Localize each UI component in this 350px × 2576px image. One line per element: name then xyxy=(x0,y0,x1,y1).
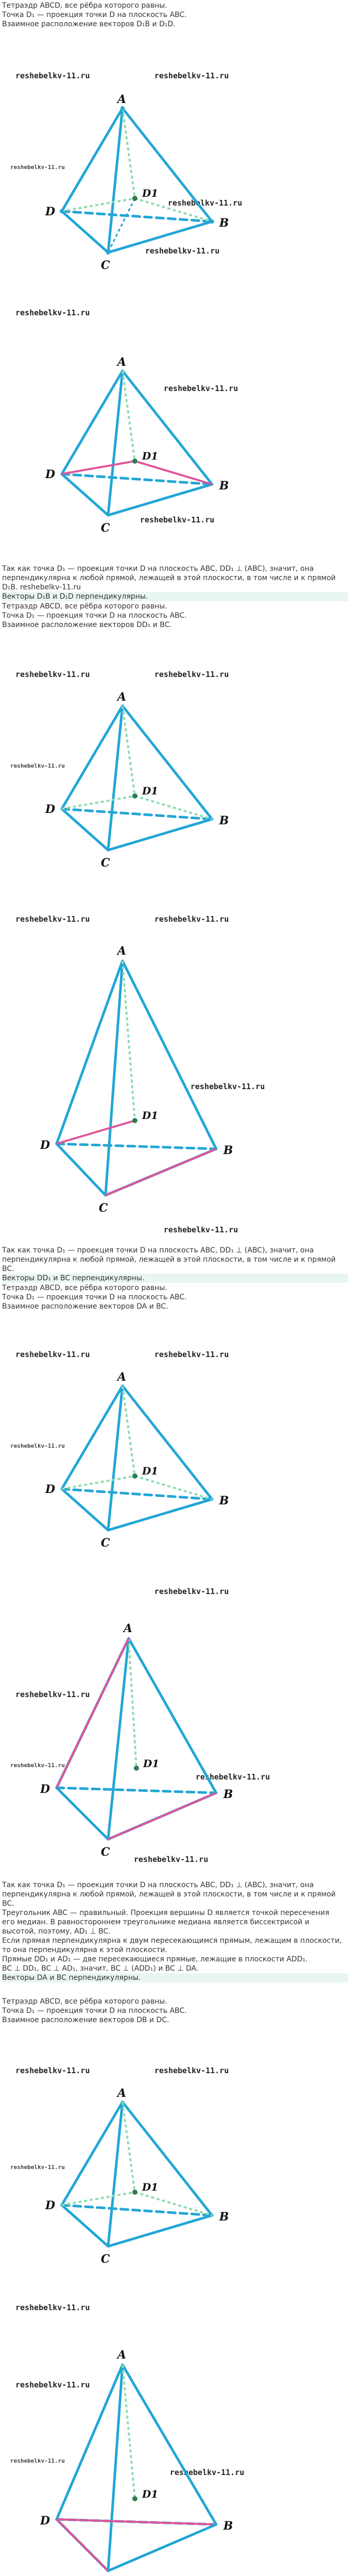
label-B: B xyxy=(223,1788,233,1801)
label-A: A xyxy=(117,690,127,704)
label-C: C xyxy=(101,2252,110,2266)
watermark: reshebelkv-11.ru xyxy=(15,71,90,80)
watermark: reshebelkv-11.ru xyxy=(154,1587,229,1596)
explanation-line: BC ⊥ DD₁, BC ⊥ AD₁, значит, BC ⊥ (ADD₁) и BC ⊥ DA. xyxy=(2,1964,199,1973)
label-D1: D1 xyxy=(142,1109,159,1122)
watermark: reshebelkv-11.ru xyxy=(170,2468,244,2477)
label-D: D xyxy=(45,2199,56,2212)
tetrahedron-figure-2b xyxy=(0,938,350,1226)
label-A: A xyxy=(117,2348,127,2362)
explanation-line: Если прямая перпендикулярна к двум пересекающимся прямым, лежащим в плоскости, xyxy=(2,1937,342,1945)
label-C: C xyxy=(101,1845,110,1859)
task-line: Точка D₁ — проекция точки D на плоскость ABC. xyxy=(2,1293,187,1301)
label-B: B xyxy=(223,1144,233,1157)
watermark: reshebelkv-11.ru xyxy=(15,670,90,679)
label-C: C xyxy=(101,1536,110,1550)
watermark: reshebelkv-11.ru xyxy=(15,914,90,924)
label-B: B xyxy=(219,1494,229,1507)
task-line: Тетраэдр ABCD, все рёбра которого равны. xyxy=(2,602,167,611)
explanation-line: перпендикулярна к любой прямой, лежащей в этой плоскости, в том числе и к прямой xyxy=(2,574,336,582)
explanation-line: перпендикулярна к любой прямой, лежащей в этой плоскости, в том числе и к прямой xyxy=(2,1890,336,1899)
label-D1: D1 xyxy=(142,2488,159,2500)
task-line: Тетраэдр ABCD, все рёбра которого равны. xyxy=(2,1997,167,2006)
label-A: A xyxy=(117,944,127,958)
tetrahedron-figure-1 xyxy=(0,88,350,273)
watermark: reshebelkv-11.ru xyxy=(15,2066,90,2075)
watermark: reshebelkv-11.ru xyxy=(10,1443,65,1449)
watermark: reshebelkv-11.ru xyxy=(140,515,215,524)
explanation-line: BC. xyxy=(2,1265,14,1273)
conclusion: Векторы DA и BC перпендикулярны. xyxy=(2,1973,348,1982)
label-D: D xyxy=(45,468,56,481)
explanation-line: Треугольник ABC — правильный. Проекция вершины D является точкой пересечения xyxy=(2,1909,329,1917)
task-line: Взаимное расположение векторов D₁B и D₁D. xyxy=(2,20,176,28)
watermark: reshebelkv-11.ru xyxy=(154,1350,229,1359)
label-D: D xyxy=(40,2514,50,2528)
label-C: C xyxy=(101,521,110,535)
explanation-line: Так как точка D₁ — проекция точки D на плоскость ABC, DD₁ ⊥ (ABC), значит, она xyxy=(2,1246,314,1255)
watermark: reshebelkv-11.ru xyxy=(15,1350,90,1359)
explanation-line: Так как точка D₁ — проекция точки D на плоскость ABC, DD₁ ⊥ (ABC), значит, она xyxy=(2,1881,314,1889)
watermark: reshebelkv-11.ru xyxy=(164,384,238,393)
task-line: Точка D₁ — проекция точки D на плоскость ABC. xyxy=(2,2007,187,2015)
task-line: Взаимное расположение векторов DD₁ и BC. xyxy=(2,621,172,629)
watermark: reshebelkv-11.ru xyxy=(15,2380,90,2389)
tetrahedron-figure-3 xyxy=(0,1365,350,1551)
watermark: reshebelkv-11.ru xyxy=(15,308,90,317)
label-D: D xyxy=(45,803,56,816)
watermark: reshebelkv-11.ru xyxy=(10,2164,65,2171)
watermark: reshebelkv-11.ru xyxy=(154,2066,229,2075)
tetrahedron-figure-2 xyxy=(0,685,350,871)
explanation-line: BC. xyxy=(2,1900,14,1908)
label-C: C xyxy=(101,856,110,870)
label-D1: D1 xyxy=(142,2181,159,2193)
label-D: D xyxy=(40,1139,50,1152)
task-line: Точка D₁ — проекция точки D на плоскость ABC. xyxy=(2,612,187,620)
label-C: C xyxy=(99,1201,108,1215)
label-A: A xyxy=(124,1622,133,1635)
watermark: reshebelkv-11.ru xyxy=(10,2458,65,2464)
watermark: reshebelkv-11.ru xyxy=(15,2303,90,2312)
watermark: reshebelkv-11.ru xyxy=(190,1082,265,1091)
watermark: reshebelkv-11.ru xyxy=(154,914,229,924)
label-D: D xyxy=(45,1483,56,1496)
watermark: reshebelkv-11.ru xyxy=(15,1690,90,1699)
explanation-line: то она перпендикулярна к этой плоскости. xyxy=(2,1946,168,1954)
label-D1: D1 xyxy=(143,1757,160,1770)
watermark: reshebelkv-11.ru xyxy=(154,71,229,80)
explanation-line: D₁B. reshebelkv-11.ru xyxy=(2,583,81,591)
explanation-line: его медиан. В равностороннем треугольнике медиана является биссектрисой и xyxy=(2,1918,310,1926)
label-A: A xyxy=(117,2087,127,2100)
label-D1: D1 xyxy=(142,1465,159,1477)
tetrahedron-figure-4 xyxy=(0,2081,350,2267)
label-D: D xyxy=(40,1783,50,1796)
label-B: B xyxy=(219,479,229,493)
task-line: Точка D₁ — проекция точки D на плоскость ABC. xyxy=(2,11,187,19)
task-line: Взаимное расположение векторов DB и DC. xyxy=(2,2016,169,2024)
label-A: A xyxy=(117,1370,127,1384)
watermark: reshebelkv-11.ru xyxy=(10,164,65,171)
watermark: reshebelkv-11.ru xyxy=(168,198,242,208)
label-D1: D1 xyxy=(142,187,159,199)
label-B: B xyxy=(223,2519,233,2533)
label-D1: D1 xyxy=(142,785,159,797)
explanation-line: перпендикулярна к любой прямой, лежащей в этой плоскости, в том числе и к прямой xyxy=(2,1256,336,1264)
task-line: Тетраэдр ABCD, все рёбра которого равны. xyxy=(2,2,167,10)
label-B: B xyxy=(219,814,229,827)
watermark: reshebelkv-11.ru xyxy=(196,1772,270,1782)
conclusion: Векторы DD₁ и BC перпендикулярны. xyxy=(2,1274,348,1283)
label-B: B xyxy=(219,2210,229,2224)
tetrahedron-figure-3b xyxy=(0,1618,350,1860)
watermark: reshebelkv-11.ru xyxy=(10,762,65,769)
label-D1: D1 xyxy=(142,450,159,462)
task-line: Тетраэдр ABCD, все рёбра которого равны. xyxy=(2,1284,167,1292)
watermark: reshebelkv-11.ru xyxy=(10,1762,65,1769)
explanation-line: высотой, поэтому, AD₁ ⊥ BC. xyxy=(2,1927,111,1936)
label-D: D xyxy=(45,205,56,218)
watermark: reshebelkv-11.ru xyxy=(145,246,220,256)
label-B: B xyxy=(219,216,229,230)
task-line: Взаимное расположение векторов DA и BC. xyxy=(2,1302,168,1311)
label-A: A xyxy=(117,93,127,106)
watermark: reshebelkv-11.ru xyxy=(134,1855,208,1864)
label-C: C xyxy=(101,259,110,272)
tetrahedron-figure-4b xyxy=(0,2344,350,2576)
watermark: reshebelkv-11.ru xyxy=(154,670,229,679)
conclusion: Векторы D₁B и D₁D перпендикулярны. xyxy=(2,592,348,601)
label-A: A xyxy=(117,355,127,369)
watermark: reshebelkv-11.ru xyxy=(164,1225,238,1234)
tetrahedron-figure-1b xyxy=(0,350,350,536)
explanation-line: Так как точка D₁ — проекция точки D на плоскость ABC, DD₁ ⊥ (ABC), значит, она xyxy=(2,565,314,573)
explanation-line: Прямые DD₁ и AD₁ — две пересекающиеся прямые, лежащие в плоскости ADD₁. xyxy=(2,1955,308,1963)
